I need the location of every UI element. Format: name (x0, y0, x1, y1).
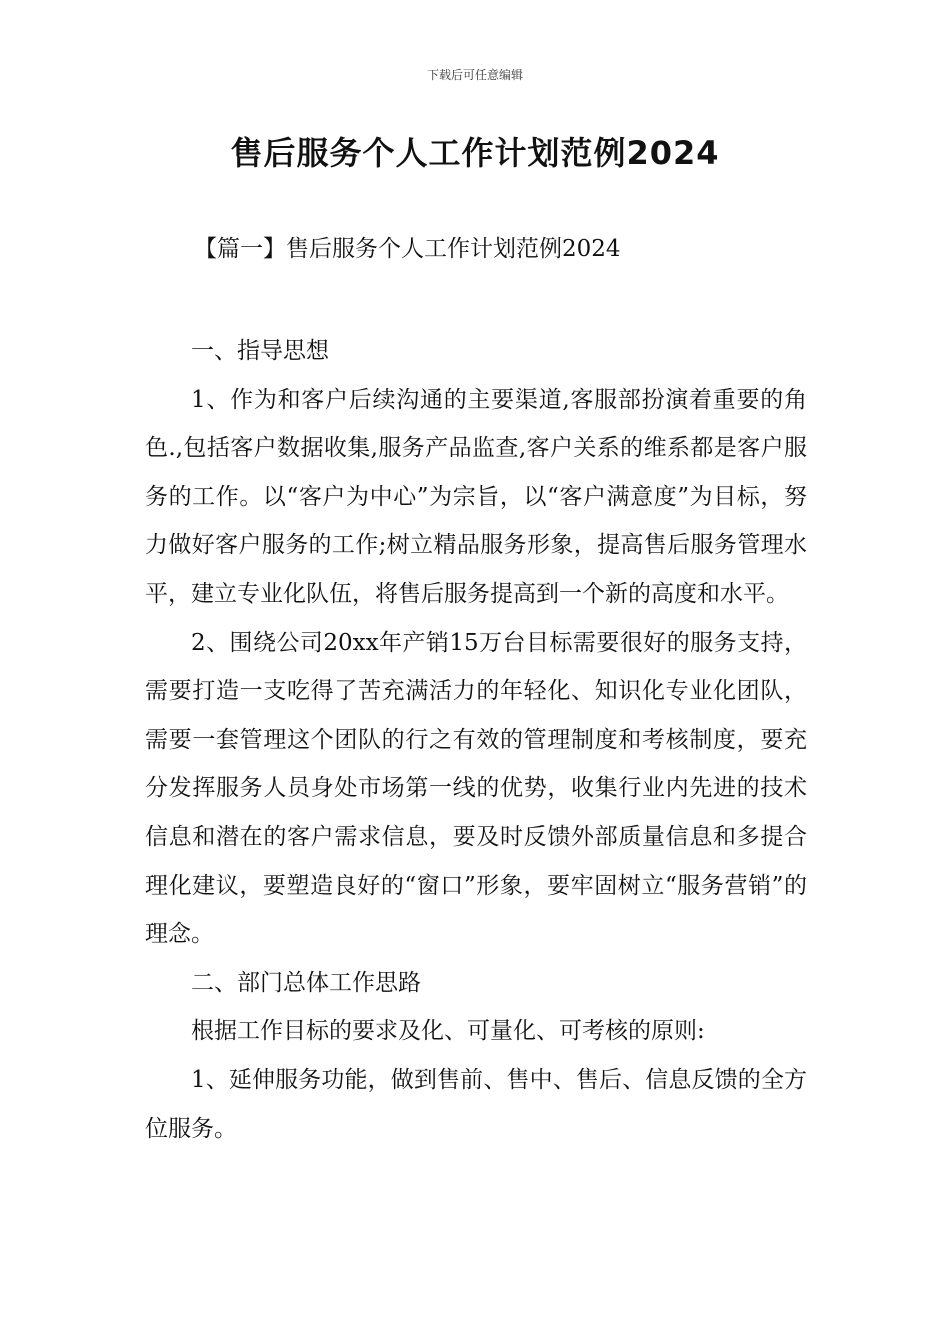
paragraph: 1、延伸服务功能，做到售前、售中、售后、信息反馈的全方位服务。 (145, 1066, 807, 1142)
heading-guiding-ideology: 一、指导思想 (191, 338, 329, 364)
paragraph: 1、作为和客户后续沟通的主要渠道,客服部扮演着重要的角色.,包括客户数据收集,服务产品监查,客户关系的维系都是客户服务的工作。以“客户为中心”为宗旨，以“客户满意度”为目标，努力做好客户服务的工作;树立精品服务形象，提高售后服务管理水平，建立专业化队伍，将售后服务提高到一个新的高度和水平。 (145, 386, 807, 607)
document-title: 售后服务个人工作计划范例2024 (230, 134, 720, 172)
paragraph: 根据工作目标的要求及化、可量化、可考核的原则: (191, 1018, 705, 1045)
document-body (145, 327, 807, 1153)
paragraph: 2、围绕公司20xx年产销15万台目标需要很好的服务支持，需要打造一支吃得了苦充满活力的年轻化、知识化专业化团队，需要一套管理这个团队的行之有效的管理制度和考核制度，要充分发挥服务人员身处市场第一线的优势，收集行业内先进的技术信息和潜在的客户需求信息，要及时反馈外部质量信息和多提合理化建议，要塑造良好的“窗口”形象，要牢固树立“服务营销”的理念。 (145, 629, 807, 948)
heading-department-ideas: 二、部门总体工作思路 (191, 969, 421, 996)
header-note: 下载后可任意编辑 (426, 68, 523, 82)
section-heading: 【篇一】售后服务个人工作计划范例2024 (194, 236, 621, 262)
